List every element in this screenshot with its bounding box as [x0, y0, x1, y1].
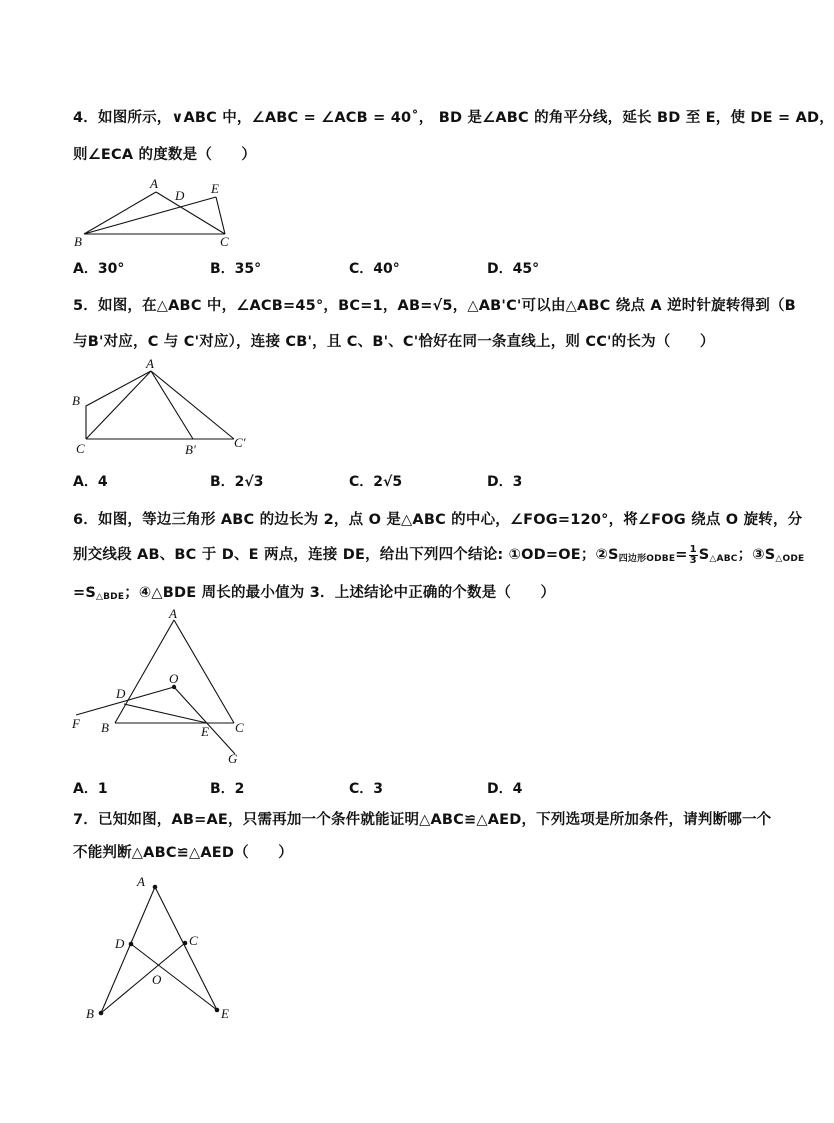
q6-label-d: D — [116, 686, 126, 701]
q6-ray-og — [174, 687, 235, 754]
q4-segment-ac — [156, 192, 225, 234]
q7-label-e: E — [221, 1006, 229, 1021]
q7-point-c — [183, 941, 188, 946]
q4-option-c[interactable]: C．40° — [349, 261, 400, 277]
q7-stem-line2: 不能判断△ABC≌△AED（ ） — [73, 845, 293, 861]
q6-option-c[interactable]: C．3 — [349, 781, 384, 797]
q7-point-b — [99, 1011, 104, 1016]
q6-figure — [66, 604, 256, 768]
q6-fraction-denominator: 3 — [689, 554, 697, 566]
q6-label-f: F — [72, 716, 80, 731]
q7-figure — [82, 870, 242, 1030]
q4-option-d[interactable]: D．45° — [487, 261, 540, 277]
q6-label-o: O — [169, 671, 179, 686]
q6-line2-sub2: △ABC — [709, 554, 738, 564]
q7-point-e — [215, 1008, 220, 1013]
q6-label-e: E — [201, 724, 209, 739]
q4-label-c: C — [220, 234, 229, 249]
q5-option-a[interactable]: A．4 — [73, 474, 108, 490]
q7-label-d: D — [115, 936, 125, 951]
q4-segment-ec — [216, 197, 225, 234]
q5-option-b[interactable]: B．2√3 — [210, 474, 264, 490]
q7-segment-ab — [101, 887, 155, 1013]
q6-fraction-numerator: 1 — [689, 543, 697, 555]
q6-option-d[interactable]: D．4 — [487, 781, 523, 797]
q5-segment-ab-prime — [151, 371, 193, 439]
q4-label-d: D — [175, 188, 185, 203]
q6-stem-line3 — [73, 581, 555, 602]
q7-label-o: O — [152, 972, 162, 987]
q6-segment-ab — [115, 620, 174, 723]
q5-option-d[interactable]: D．3 — [487, 474, 523, 490]
q7-point-d — [129, 942, 134, 947]
q6-line2-text2: S — [698, 547, 710, 563]
q5-option-c[interactable]: C．2√5 — [349, 474, 403, 490]
q4-option-b[interactable]: B．35° — [210, 261, 262, 277]
q7-stem-line1: 7．已知如图，AB=AE，只需再加一个条件就能证明△ABC≌△AED，下列选项是所加条件，请判断哪一个 — [73, 812, 772, 828]
q5-label-b-prime: B′ — [185, 442, 196, 457]
q5-figure — [66, 357, 266, 461]
q6-segment-de — [124, 704, 207, 723]
q6-stem-line1: 6．如图，等边三角形 ABC 的边长为 2，点 O 是△ABC 的中心，∠FOG=120°，将∠FOG 绕点 O 旋转，分 — [73, 512, 803, 528]
q5-label-c-prime: C′ — [234, 435, 246, 450]
q4-label-a: A — [150, 176, 158, 191]
q5-label-a: A — [146, 356, 154, 371]
q6-option-a[interactable]: A．1 — [73, 781, 108, 797]
q6-option-b[interactable]: B．2 — [210, 781, 245, 797]
q4-segment-ba — [84, 192, 156, 234]
q7-label-a: A — [137, 874, 145, 889]
q5-label-b: B — [72, 393, 80, 408]
q6-fraction — [689, 545, 698, 566]
q6-line3-text1: =S — [73, 585, 96, 601]
q6-line3-text2: ；④△BDE 周长的最小值为 3．上述结论中正确的个数是（ ） — [124, 585, 556, 601]
q6-label-a: A — [169, 606, 177, 621]
q5-segment-ca — [86, 371, 151, 439]
q6-line2-text3: ；③S — [737, 547, 776, 563]
q6-line2-sub3: △ODE — [775, 554, 805, 564]
q6-segment-ac — [174, 620, 234, 723]
q6-label-g: G — [228, 751, 238, 766]
q4-segment-be — [84, 197, 216, 234]
q5-label-c: C — [76, 441, 85, 456]
q6-line3-sub1: △BDE — [96, 592, 125, 602]
q4-figure — [70, 178, 250, 250]
q6-label-c: C — [235, 720, 244, 735]
q4-stem-line2: 则∠ECA 的度数是（ ） — [73, 147, 257, 163]
q6-line2-eq: = — [675, 547, 688, 563]
q4-label-b: B — [74, 234, 82, 249]
q5-stem-line2: 与B'对应，C 与 C'对应），连接 CB'，且 C、B'、C'恰好在同一条直线上，则 CC'的长为（ ） — [73, 334, 715, 350]
q7-label-c: C — [189, 933, 198, 948]
q4-option-a[interactable]: A．30° — [73, 261, 125, 277]
q6-line2-sub1: 四边形ODBE — [618, 554, 676, 564]
q6-label-b: B — [101, 720, 109, 735]
q7-point-a — [153, 885, 158, 890]
q5-stem-line1: 5．如图，在△ABC 中，∠ACB=45°，BC=1，AB=√5，△AB'C'可以由△ABC 绕点 A 逆时针旋转得到（B — [73, 298, 796, 314]
q4-label-e: E — [211, 181, 219, 196]
q4-stem-line1: 4．如图所示，∨ABC 中，∠ABC = ∠ACB = 40˚， BD 是∠ABC 的角平分线，延长 BD 至 E，使 DE = AD， — [73, 110, 834, 126]
q6-line2-text1: 别交线段 AB、BC 于 D、E 两点，连接 DE，给出下列四个结论: ①OD=OE；②S — [73, 547, 619, 563]
q6-stem-line2 — [73, 543, 804, 566]
q7-label-b: B — [86, 1006, 94, 1021]
q7-segment-ae — [155, 887, 217, 1010]
q5-segment-ac-prime — [151, 371, 234, 439]
